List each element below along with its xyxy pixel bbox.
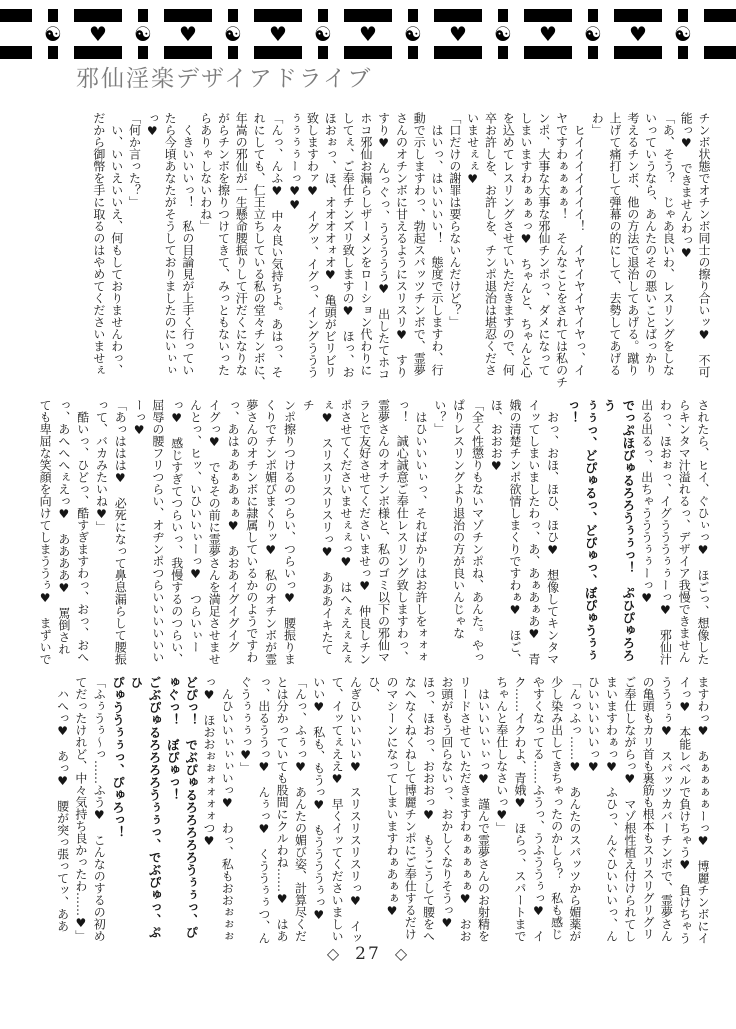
text-column: んぎひいいいい♥ スリスリスリスリっ♥ イッ bbox=[348, 676, 363, 944]
text-column: ヤですわぁぁぁぁ！ そんなことをされては私のチ bbox=[554, 112, 569, 388]
yinyang-icon: ☯ bbox=[134, 22, 152, 46]
text-column: リードさせていただきますわぁぁぁぁぁ♥ おお bbox=[458, 676, 473, 942]
yinyang-icon: ☯ bbox=[224, 22, 242, 46]
border-tick bbox=[74, 46, 122, 59]
text-column: てだったけれど、中々気持ち良かったわ……♥」 bbox=[73, 676, 88, 942]
page-title: 邪仙淫楽デザイアドライブ bbox=[76, 66, 373, 92]
text-column: 上げて痛打して弾幕の的にして、去勢してあげる bbox=[608, 112, 623, 376]
text-block-top bbox=[89, 112, 712, 396]
diamond-icon: ◇ bbox=[326, 944, 342, 963]
text-column: ご奉仕しながらっ♥ マゾ根性植え付けられてし bbox=[622, 676, 637, 942]
text-column: れにしても、仁王立ちしている私の堂々チンボに、 bbox=[252, 112, 267, 388]
sfx-column: ぅぅっ、どぴゅるっ、どぴゅっ、ぼぴゅうぅぅっ！ bbox=[564, 399, 599, 662]
border-tick bbox=[434, 46, 482, 59]
border-cell bbox=[674, 9, 692, 59]
text-column: はいっ、はいいいい！ 態度で示しますわ、行 bbox=[430, 112, 445, 376]
text-column: っ♥ 感じすぎてつらいっ、我慢するのつらい、 bbox=[169, 399, 184, 665]
text-column: しまいますわぁぁぁっ♥ ちゃんと、ちゃんと心 bbox=[519, 112, 534, 378]
text-column: 屈辱の腰フリつらい、オヂンポつらいいいいいい bbox=[150, 399, 165, 663]
text-column: ク……イクわよ、青娥♥ ほらっ、スパートまで bbox=[513, 676, 528, 942]
text-column: お頭がもう回らないっ、おかしくなりそうっ♥ bbox=[439, 676, 454, 930]
text-column: すり♥ んっぐっ、ううううう♥ 出したてホコ bbox=[376, 112, 391, 380]
text-column: いっていうなら、あんたのその悪いことばっかり bbox=[643, 112, 658, 376]
border-cell bbox=[434, 9, 482, 59]
yinyang-icon: ☯ bbox=[314, 22, 332, 46]
text-column: ぐうぅぅぅっ♥」 bbox=[238, 676, 253, 774]
text-column: ひいいいいいっ♥ bbox=[586, 676, 601, 774]
text-column: 「何か言った？」 bbox=[127, 112, 142, 208]
text-column: がらチンボを擦りつけてきて、みっともないった bbox=[216, 112, 231, 376]
text-column: ぱりレスリングより退治の方が良いんじゃな bbox=[451, 399, 466, 639]
text-column: 「全く性懲りもないマゾチンポね、あんた。やっ bbox=[470, 399, 485, 663]
text-column: っ、あへへへぇえっ♥ ああああ♥ 罵倒され bbox=[56, 399, 71, 655]
text-column: たら今頃あなたがそうしておりましたのにいぃぃ bbox=[163, 112, 178, 376]
text-column: んひいいぃぃぃいっ♥ わっ、私もおおぉぉぉ bbox=[220, 676, 235, 942]
heart-icon: ♥ bbox=[629, 22, 647, 46]
border-tick bbox=[678, 9, 688, 22]
sfx-column: ゅぐっ！ ぼぴゅっ！ bbox=[165, 676, 181, 801]
text-column: んとっ、ヒッ、いひいいぃーっ♥ つらいぃー bbox=[188, 399, 203, 653]
border-cell bbox=[584, 9, 602, 59]
border-tick bbox=[254, 9, 302, 22]
text-column: て、イッてぇええ♥ 早くイッてくださいましい bbox=[330, 676, 345, 942]
text-column: さんのオチンボに甘えるようにスリスリ♥ すり bbox=[394, 112, 409, 378]
border-end-cap bbox=[704, 9, 736, 59]
heart-icon: ♥ bbox=[269, 22, 287, 46]
sfx-column: どぴっ！ でぶぴゅるろろろろろうぅぅっ、ぴ bbox=[183, 676, 199, 939]
heart-icon: ♥ bbox=[449, 22, 467, 46]
diamond-icon: ◇ bbox=[394, 944, 410, 963]
text-column: ますわっ♥ あぁぁぁぁーっ♥ 博麗チンボにイ bbox=[696, 676, 710, 944]
text-column: の亀頭もカリ首も裏筋も根本もスリスリグリグリ bbox=[641, 676, 656, 940]
text-column: ちゃんと奉仕しなさいっ♥」 bbox=[494, 676, 509, 834]
heart-icon: ♥ bbox=[89, 22, 107, 46]
border-cell bbox=[524, 9, 572, 59]
border-cell bbox=[254, 9, 302, 59]
heart-icon: ♥ bbox=[359, 22, 377, 46]
text-column: 少し染み出してきちゃったのかしら？ 私も感じ bbox=[549, 676, 564, 940]
sfx-column: でっぷほぴゅるろろうぅぅっ！ ぷひぴゅろろう bbox=[602, 399, 636, 662]
text-column: って、バカみたいね♥」 bbox=[94, 399, 109, 533]
border-tick bbox=[74, 9, 122, 22]
text-column: なへなくねくねして博麗チンポにご奉仕するだけ bbox=[403, 676, 418, 940]
text-column: ヒイイイイイイイ！ イヤイヤイヤイヤっ、イ bbox=[572, 112, 587, 376]
border-tick bbox=[228, 9, 238, 22]
border-tick bbox=[704, 9, 736, 22]
border-tick bbox=[344, 9, 392, 22]
border-cell bbox=[344, 9, 392, 59]
text-column: っ、あはぁあぁあぁぁ♥ あおあイグイグイグ bbox=[226, 399, 241, 653]
text-column: ぅぅぅぅーっ♥♥ bbox=[287, 112, 302, 212]
text-column: 「んっふっ……♥ あんたのスパッツから媚薬が bbox=[567, 676, 582, 942]
text-column: くきいいいっ！ 私の目論見が上手く行ってい bbox=[180, 112, 195, 376]
text-column: らキンタマ汁溢れるっ、デザイア我慢できません bbox=[677, 399, 692, 663]
text-column: のマシーンになってしまいますわぁあぁぁ♥ ひ、 bbox=[366, 676, 399, 930]
text-column: 動で示しますわっ、勃起スパッツチンボで、霊夢 bbox=[412, 112, 427, 376]
border-tick bbox=[678, 46, 688, 59]
text-column: 卒お許しを、お許しを、チンポ退治は堪忍くださ bbox=[483, 112, 498, 376]
border-tick bbox=[588, 9, 598, 22]
text-column: おっ、おほ、ほひ、ほひ♥ 想像してキンタマ bbox=[545, 399, 560, 665]
border-tick bbox=[0, 9, 32, 22]
text-column: ぇ♥ スリスリスリスリっ♥ あああイキたてチ bbox=[301, 399, 335, 655]
border-tick bbox=[48, 9, 58, 22]
text-column: くりでチンポ媚びまくりッ♥ 私のオチンボが霊 bbox=[263, 399, 278, 665]
text-block-middle bbox=[35, 399, 712, 665]
page-footer bbox=[0, 944, 736, 964]
border-cell bbox=[314, 9, 332, 59]
text-block-bottom bbox=[53, 676, 712, 944]
text-column: を込めてレスリングさせていただきますので、何 bbox=[501, 112, 516, 376]
text-column: 「ふぅうぅ〜っ……ふう♥ こんなのするの初め bbox=[92, 676, 107, 942]
text-column: 出る出るっ、出ちゃうううぅぅーっ♥ bbox=[639, 399, 654, 605]
text-column: 「んっ、ふぅっ♥ あんたの媚び姿、計算尽くだ bbox=[293, 676, 308, 942]
text-column: っ、出るううっ♥ んぅっ♥ くううぅぅつ、ん bbox=[256, 676, 271, 944]
text-column: されたら、ヒイ、ぐひぃっ♥ ほごっ、想像した bbox=[696, 399, 710, 665]
text-column: イグっ♥ でもその前に霊夢さんを満足させませ bbox=[207, 399, 222, 665]
border-tick bbox=[138, 46, 148, 59]
border-tick bbox=[704, 46, 736, 59]
border-tick bbox=[614, 9, 662, 22]
text-column: 「んっ、んふ♥ 中々良い気持ちよ。あはっ、そ bbox=[269, 112, 284, 378]
text-column: っ♥ ほおおぉぉォォォォつ♥ bbox=[201, 676, 216, 848]
page-number: 27 bbox=[355, 944, 381, 964]
text-column: イッてしまいましたわっ、あ、あぁあぁあ♥ 青 bbox=[526, 399, 541, 665]
text-column: 「あっははは♥ 必死になって鼻息漏らして腰振 bbox=[113, 399, 128, 665]
border-cell bbox=[494, 9, 512, 59]
text-column: 霊夢さんのオチンボ様と、私のゴミ以下の邪仙マ bbox=[376, 399, 391, 663]
text-column: ポさせてくださいませぇぇっ♥ はへぇえぇえぇ bbox=[338, 399, 353, 665]
text-column: ンポ、大事な大事な邪仙チンポっ、ダメになって bbox=[536, 112, 551, 376]
border-tick bbox=[228, 46, 238, 59]
text-column: 「あ、そう？ じゃあ良いわ、レスリングをしな bbox=[661, 112, 676, 376]
border-tick bbox=[48, 46, 58, 59]
text-column: やすくなってる……ふうっ、うふううぅっ♥ イ bbox=[531, 676, 546, 942]
text-column: ほおぉっ、ほ、オオオオォオ♥ 亀頭がビリビリ bbox=[323, 112, 338, 378]
text-column: ラとで友好させてくださいませっ♥ 仲良しチン bbox=[357, 399, 372, 665]
border-tick bbox=[434, 9, 482, 22]
border-tick bbox=[524, 46, 572, 59]
text-column: はいいいぃぃっ♥ 謹んで霊夢さんのお射精を bbox=[476, 676, 491, 942]
border-tick bbox=[254, 46, 302, 59]
border-cell bbox=[44, 9, 62, 59]
text-column: っ♥ bbox=[145, 112, 160, 138]
text-column: イっ♥ 本能レベルで負けちゃう♥ 負けちゃう bbox=[677, 676, 692, 944]
text-column: 考えるチンボ、他の方法で退治してあげる。蹴り bbox=[625, 112, 640, 376]
text-column: してぇ、ご奉仕チンズリ致しますの♥ ほっ、お bbox=[341, 112, 356, 378]
text-column: 「口だけの謝罪は要らないんだけど？」 bbox=[447, 112, 462, 328]
text-column: 酷いっ、ひどっ、酷すぎますわっ、おっ、おへ bbox=[75, 399, 90, 663]
border-cell bbox=[614, 9, 662, 59]
text-column: っ！ 誠心誠意ご奉仕レスリング致しますわっ、 bbox=[395, 399, 410, 663]
text-column: チンボ状態でオチンボ同士の擦り合いッ♥ 不可 bbox=[697, 112, 711, 378]
text-column: ーっ♥ bbox=[132, 399, 147, 437]
border-cell bbox=[224, 9, 242, 59]
border-cell bbox=[74, 9, 122, 59]
text-column: 夢さんのオチンボに隷属しているかのようですわ bbox=[244, 399, 259, 663]
text-column: 娥の清楚チンポ欲情しまくりですわぁ♥ ほご、 bbox=[508, 399, 523, 665]
border-tick bbox=[344, 46, 392, 59]
heart-icon: ♥ bbox=[179, 22, 197, 46]
border-tick bbox=[138, 9, 148, 22]
text-column: はひいいいぃっ、そればかりはお許しをォォォ bbox=[414, 399, 429, 663]
text-column: ても卑屈な笑顔を向けてしまううぅ♥ まずいで bbox=[38, 399, 53, 665]
text-column: いい♥ 私も、もうっ♥ もううううぅっ♥ bbox=[311, 676, 326, 922]
border-tick bbox=[408, 46, 418, 59]
text-column: わっ、ほおぉっ、イグうううぅぅーっ♥ 邪仙汁 bbox=[658, 399, 673, 665]
border-tick bbox=[318, 46, 328, 59]
border-cell bbox=[134, 9, 152, 59]
border-tick bbox=[164, 9, 212, 22]
border-tick bbox=[318, 9, 328, 22]
text-column: らありゃしないわね」 bbox=[198, 112, 213, 232]
yinyang-icon: ☯ bbox=[674, 22, 692, 46]
border-tick bbox=[0, 46, 32, 59]
yinyang-icon: ☯ bbox=[404, 22, 422, 46]
text-column: とは分かっていても股間にクルわね……♥ はあ bbox=[275, 676, 290, 942]
heart-icon: ♥ bbox=[539, 22, 557, 46]
text-column: ううぅぅ♥ スパッツカバーチンボで、霊夢さん bbox=[659, 676, 674, 942]
border-end-cap bbox=[0, 9, 32, 59]
border-cell bbox=[164, 9, 212, 59]
yinyang-icon: ☯ bbox=[44, 22, 62, 46]
sfx-column: ごぶぴゅるろろろろうぅぅっ、でぶぴゅっ、ぷひ bbox=[128, 676, 163, 939]
text-column: わ」 bbox=[590, 112, 605, 136]
text-column: 致しますわァ♥ イグッ、イグっ、イングううう bbox=[305, 112, 320, 378]
text-column: ほ、おおお♥ bbox=[489, 399, 504, 473]
text-column: 能っ♥ できませんわっ♥ bbox=[679, 112, 694, 260]
border-tick bbox=[164, 46, 212, 59]
border-tick bbox=[498, 46, 508, 59]
text-column: だから御幣を手に取るのはやめてくださいませぇ bbox=[91, 112, 106, 376]
text-column: ンポ擦りつけるのつらい、つらいっ♥ 腰振りま bbox=[282, 399, 297, 665]
text-column: ほっ、ほおっ、おおおっ♥ もうこうして腰をへ bbox=[421, 676, 436, 942]
border-tick bbox=[408, 9, 418, 22]
border-tick bbox=[588, 46, 598, 59]
text-column: ホコ邪仙お漏らしザーメンをローション代わりに bbox=[358, 112, 373, 376]
text-column: い？」 bbox=[432, 399, 447, 435]
text-column: いませぇぇ♥ bbox=[465, 112, 480, 186]
text-column: 年嵩の邪仙が一生懸命腰振りして汗だくになりな bbox=[234, 112, 249, 376]
decorative-border bbox=[0, 9, 736, 59]
border-tick bbox=[498, 9, 508, 22]
text-column: ハへっ♥ あっ♥ 腰が突っ張ってッ、ああ bbox=[55, 676, 70, 932]
text-column: い、いいえいいえ、何もしておりませんわっ、 bbox=[109, 112, 124, 376]
text-column: まいますわぁっ♥ ふひっ、んぐひいいいっ、ん bbox=[604, 676, 619, 942]
yinyang-icon: ☯ bbox=[494, 22, 512, 46]
border-tick bbox=[524, 9, 572, 22]
yinyang-icon: ☯ bbox=[584, 22, 602, 46]
border-cell bbox=[404, 9, 422, 59]
sfx-column: ぴゅううぅぅっ、ぴゅろっ！ bbox=[110, 676, 126, 839]
border-tick bbox=[614, 46, 662, 59]
